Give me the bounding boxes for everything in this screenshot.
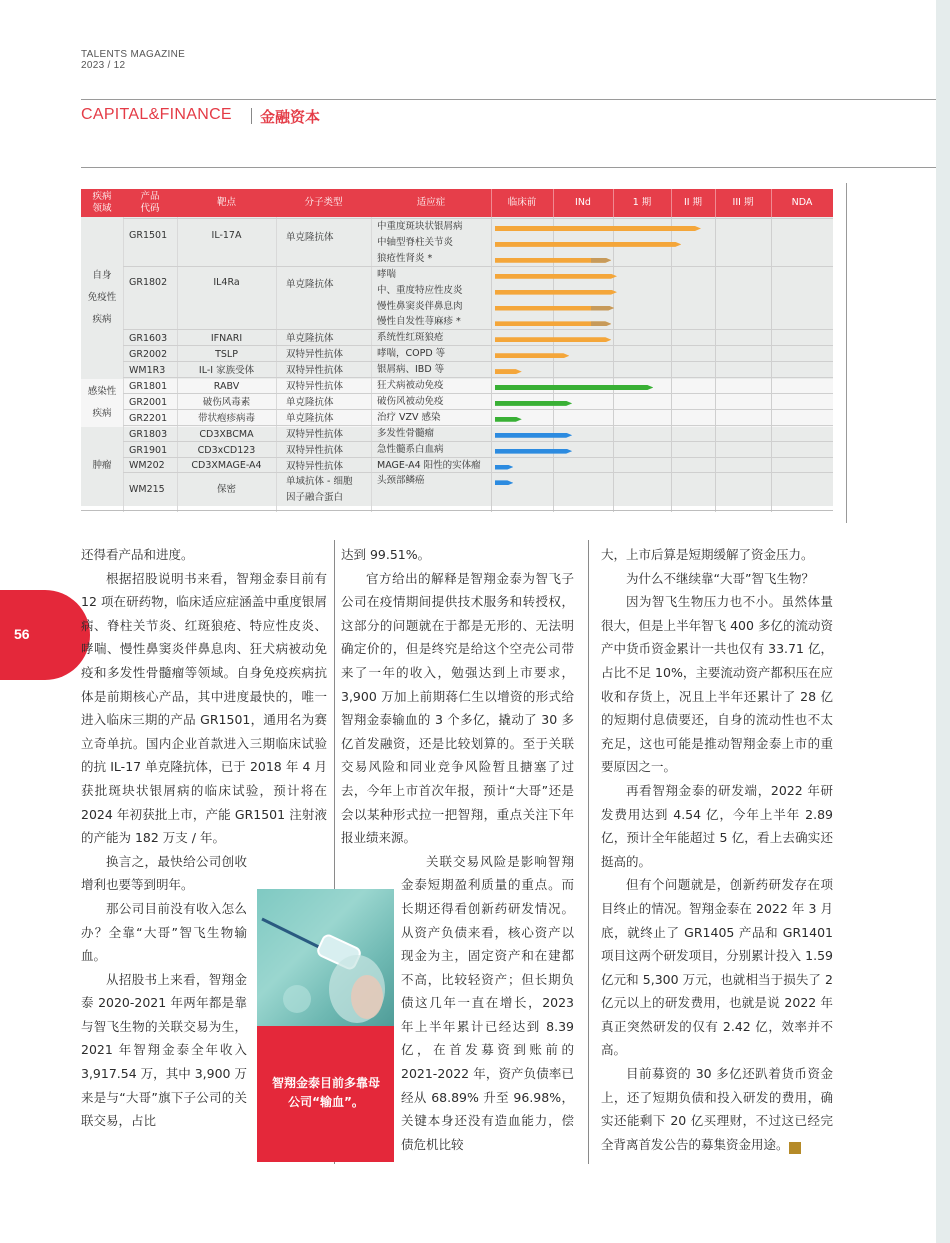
header-code: 产品 代码 [140, 191, 160, 214]
paragraph [601, 873, 833, 1062]
product-code: WM215 [129, 484, 165, 496]
product-molecule-type: 单克隆抗体 [286, 333, 334, 345]
stage-grid-line [613, 217, 614, 512]
issue-date: 2023 / 12 [81, 60, 126, 71]
product-molecule-type: 双特异性抗体 [286, 444, 344, 456]
product-target: CD3XBCMA [199, 428, 254, 440]
paragraph-text: 还得看产品和进度。 [81, 547, 194, 562]
pipeline-table [81, 189, 833, 534]
product-code: GR1901 [129, 444, 168, 456]
progress-bar [495, 337, 611, 342]
area-label: 肿瘤 [92, 460, 112, 472]
product-code: GR1803 [129, 428, 168, 440]
product-code: WM202 [129, 460, 165, 472]
indication-label: 狂犬病被动免疫 [377, 380, 444, 391]
paragraph-text: 那公司目前没有收入怎么办？全靠“大哥”智飞生物输血。 [81, 900, 247, 964]
syringe-illustration [257, 889, 394, 1026]
product-molecule-type: 单克隆抗体 [286, 412, 334, 424]
product-divider [123, 441, 833, 442]
product-target: IL-17A [211, 229, 242, 241]
progress-bar [495, 242, 681, 247]
paragraph [81, 850, 247, 897]
paragraph-text: 但有个问题就是，创新药研发存在项目终止的情况。智翔金泰在 2022 年 3 月底，就终止了 GR1405 产品和 GR1401 项目这两个研发项目，分别累计投入 1.59 亿元和 5,300 万元，也就相当于损失了 2 亿元以上的研发费用，也就是说 2022 年真正突然研发的仅有 2.42 亿，效率并不高。 [601, 877, 833, 1058]
paragraph-text: 换言之，最快给公司创收增利也要等到明年。 [81, 853, 247, 893]
header-area: 疾病 领域 [92, 191, 112, 214]
stage-grid-line [771, 217, 772, 512]
section-divider [251, 108, 252, 124]
magazine-name: TALENTS MAGAZINE [81, 49, 186, 60]
product-divider [123, 361, 833, 362]
paragraph [341, 543, 574, 567]
product-molecule-type: 单域抗体 - 细胞 因子融合蛋白 [286, 476, 353, 504]
indication-label: 慢性鼻窦炎伴鼻息肉 [377, 300, 463, 312]
indication-label: 头颈部鳞癌 [377, 475, 425, 487]
indication-label: 中重度斑块状银屑病 [377, 221, 463, 232]
header-stage: 1 期 [632, 197, 652, 208]
table-bottom-rule [81, 510, 833, 511]
photo-caption: 智翔金泰目前多靠母公司“输血”。 [271, 1076, 380, 1109]
paragraph-text: 大，上市后算是短期缓解了资金压力。 [601, 547, 814, 562]
product-target: CD3XMAGE-A4 [191, 460, 262, 472]
product-target: CD3xCD123 [197, 444, 256, 456]
product-divider [123, 218, 833, 219]
area-label: 感染性 疾病 [87, 385, 117, 419]
paragraph-text: 达到 99.51%。 [341, 547, 431, 562]
indication-label: 破伤风被动免疫 [377, 395, 444, 407]
header-stage: INd [575, 197, 591, 208]
paragraph-text: 为什么不继续靠“大哥”智飞生物？ [626, 570, 814, 586]
page-edge [936, 0, 950, 1243]
paragraph-text: 因为智飞生物压力也不小。虽然体量很大，但是上半年智飞 400 多亿的流动资产中货币资金累计一共也仅有 33.71 亿，占比不足 10%，主要流动资产都积压在应收和存货上，况且上半年还累计了 28 亿的短期付息债要还，自身的流动性也不太充足，这也可能是推动智翔金泰上市的重要原因之一。 [601, 594, 833, 775]
header-stage-divider [771, 189, 772, 217]
indication-label: 多发性骨髓瘤 [377, 427, 435, 439]
stage-grid-line [715, 217, 716, 512]
header-stage: 临床前 [507, 197, 537, 208]
product-molecule-type: 单克隆抗体 [286, 279, 334, 291]
progress-bar [495, 274, 617, 279]
paragraph-text: 根据招股说明书来看，智翔金泰目前有 12 项在研药物，临床适应症涵盖中重度银屑病、脊柱关节炎、红斑狼疮、特应性皮炎、哮喘、慢性鼻窦炎伴鼻息肉、狂犬病被动免疫和多发性骨髓瘤等领域。自身免疫疾病抗体是前期核心产品，其中进度最快的，唯一进入临床三期的产品 GR1501，通用名为赛立奇单抗。国内企业首款进入三期临床试验的抗 IL-17 单克隆抗体，已于 2018 年 4 月获批斑块状银屑病的临床试验，预计将在 2024 年初获批上市，产能 GR1501 注射液的产能为 182 万支 / 年。 [81, 570, 327, 846]
indication-label: 系统性红斑狼疮 [377, 332, 444, 344]
product-divider [123, 472, 833, 473]
product-code: GR1801 [129, 380, 168, 392]
product-target: 带状疱疹病毒 [197, 412, 255, 424]
product-code: GR2201 [129, 412, 168, 424]
paragraph [601, 567, 833, 591]
product-molecule-type: 双特异性抗体 [286, 460, 344, 472]
paragraph [81, 968, 247, 1133]
paragraph-text: 再看智翔金泰的研发端，2022 年研发费用达到 4.54 亿，今年上半年 2.89 亿，预计全年能超过 5 亿，看上去确实还挺高的。 [601, 782, 833, 869]
product-divider [123, 457, 833, 458]
paragraph [601, 543, 833, 567]
article-column-3 [601, 543, 833, 1156]
product-code: GR1802 [129, 277, 168, 289]
header-stage-divider [491, 189, 492, 217]
section-title-en: CAPITAL&FINANCE [81, 106, 232, 123]
progress-bar [495, 353, 569, 358]
product-divider [123, 377, 833, 378]
product-target: IFNARI [210, 333, 243, 345]
product-target: IL4Ra [213, 277, 240, 289]
column-grid-line [276, 217, 277, 512]
header-mtype: 分子类型 [304, 197, 343, 208]
header-rule-top [81, 99, 950, 100]
product-molecule-type: 单克隆抗体 [286, 231, 334, 243]
paragraph-text: 关联交易风险是影响智翔金泰短期盈利质量的重点。而长期还得看创新药研发情况。从资产负债来看，核心资产以现金为主，固定资产和在建都不高，比较轻资产；但长期负债这几年一直在增长，2023 年上半年累计已经达到 8.39 亿，在首发募资到账前的 2021-2022 年，资产负债率已经从 68.89% 升至 96.98%，关键本身还没有造血能力，偿债危机比较 [401, 853, 574, 1152]
indication-label: 哮喘，COPD 等 [377, 348, 446, 360]
indication-label: 中轴型脊柱关节炎 [377, 236, 454, 248]
paragraph [81, 543, 327, 567]
product-target: 保密 [216, 484, 236, 496]
header-stage-divider [671, 189, 672, 217]
area-label: 自身 免疫性 疾病 [87, 270, 117, 325]
product-code: GR2002 [129, 349, 168, 361]
product-divider [123, 393, 833, 394]
product-target: 破伤风毒素 [202, 396, 251, 408]
progress-bar [495, 401, 572, 406]
paragraph [601, 590, 833, 779]
product-molecule-type: 双特异性抗体 [286, 349, 344, 361]
end-mark-icon: R [789, 1142, 801, 1154]
header-stage: III 期 [732, 197, 754, 208]
product-molecule-type: 双特异性抗体 [286, 365, 344, 377]
header-target: 靶点 [216, 197, 236, 208]
header-stage: II 期 [683, 197, 703, 208]
column-divider-2 [588, 540, 589, 1164]
indication-label: 狼疮性肾炎 * [377, 252, 433, 264]
paragraph [81, 897, 247, 968]
indication-label: 中、重度特应性皮炎 [377, 284, 463, 296]
indication-label: 急性髓系白血病 [377, 443, 444, 455]
progress-bar [495, 226, 701, 231]
indication-label: 银屑病、IBD 等 [377, 364, 445, 376]
progress-bar [495, 385, 653, 390]
page-number: 56 [14, 626, 30, 642]
stage-grid-line [491, 217, 492, 512]
header-stage-divider [613, 189, 614, 217]
product-divider [123, 345, 833, 346]
header-indication: 适应症 [416, 197, 446, 208]
magazine-masthead [81, 49, 185, 71]
header-rule-bottom [81, 167, 950, 168]
indication-label: 慢性自发性荨麻疹 * [377, 316, 461, 328]
product-code: WM1R3 [129, 365, 166, 377]
column-grid-line [371, 217, 372, 512]
paragraph-text: 官方给出的解释是智翔金泰为智飞子公司在疫情期间提供技术服务和转授权，这部分的问题就在于都是无形的、无法明确定价的，但是终究是给这个空壳公司带来了一年的收入，勉强达到上市要求，3,900 万加上前期蒋仁生以增资的形式给智翔金泰输血的 3 个多亿，撬动了 30 多亿首发融资，还是比较划算的。至于关联交易风险和同业竞争风险暂且搪塞了过去，今年上市首次年报，预计“大哥”还是会以某种形式拉一把智翔，重点关注下年报业绩来源。 [341, 570, 574, 846]
product-code: GR1501 [129, 229, 168, 241]
header-stage-divider [553, 189, 554, 217]
paragraph-text: 目前募资的 30 多亿还趴着货币资金上，还了短期负债和投入研发的费用，确实还能剩下 20 亿买理财，不过这已经完全背离首发公告的募集资金用途。 [601, 1066, 833, 1152]
stage-grid-line [671, 217, 672, 512]
paragraph [341, 567, 574, 850]
product-divider [123, 409, 833, 410]
paragraph [601, 779, 833, 873]
product-target: IL-I 家族受体 [198, 365, 255, 377]
product-molecule-type: 双特异性抗体 [286, 381, 344, 392]
product-molecule-type: 双特异性抗体 [286, 428, 344, 440]
progress-bar [495, 449, 572, 454]
indication-label: MAGE-A4 阳性的实体瘤 [377, 459, 481, 471]
indication-label: 治疗 VZV 感染 [377, 411, 441, 423]
paragraph-text: 从招股书上来看，智翔金泰 2020-2021 年两年都是靠与智飞生物的关联交易为生，2021 年智翔金泰全年收入 3,917.54 万，其中 3,900 万来是与“大哥”旗下子公司的关联交易，占比 [81, 971, 247, 1129]
paragraph [601, 1062, 833, 1156]
header-stage-divider [715, 189, 716, 217]
progress-bar [495, 433, 572, 438]
product-code: GR2001 [129, 396, 168, 408]
table-right-rule [846, 183, 847, 523]
column-grid-line [123, 217, 124, 512]
section-title-cn: 金融资本 [260, 108, 321, 126]
header-stage: NDA [791, 197, 813, 208]
product-target: TSLP [215, 349, 238, 361]
product-code: GR1603 [129, 333, 168, 345]
syringe-photo [257, 889, 394, 1026]
product-divider [123, 425, 833, 426]
indication-label: 哮喘 [377, 268, 397, 280]
product-target: RABV [213, 380, 240, 392]
product-molecule-type: 单克隆抗体 [286, 396, 334, 408]
paragraph [81, 567, 327, 850]
product-divider [123, 266, 833, 267]
product-divider [123, 329, 833, 330]
progress-bar [495, 290, 617, 295]
